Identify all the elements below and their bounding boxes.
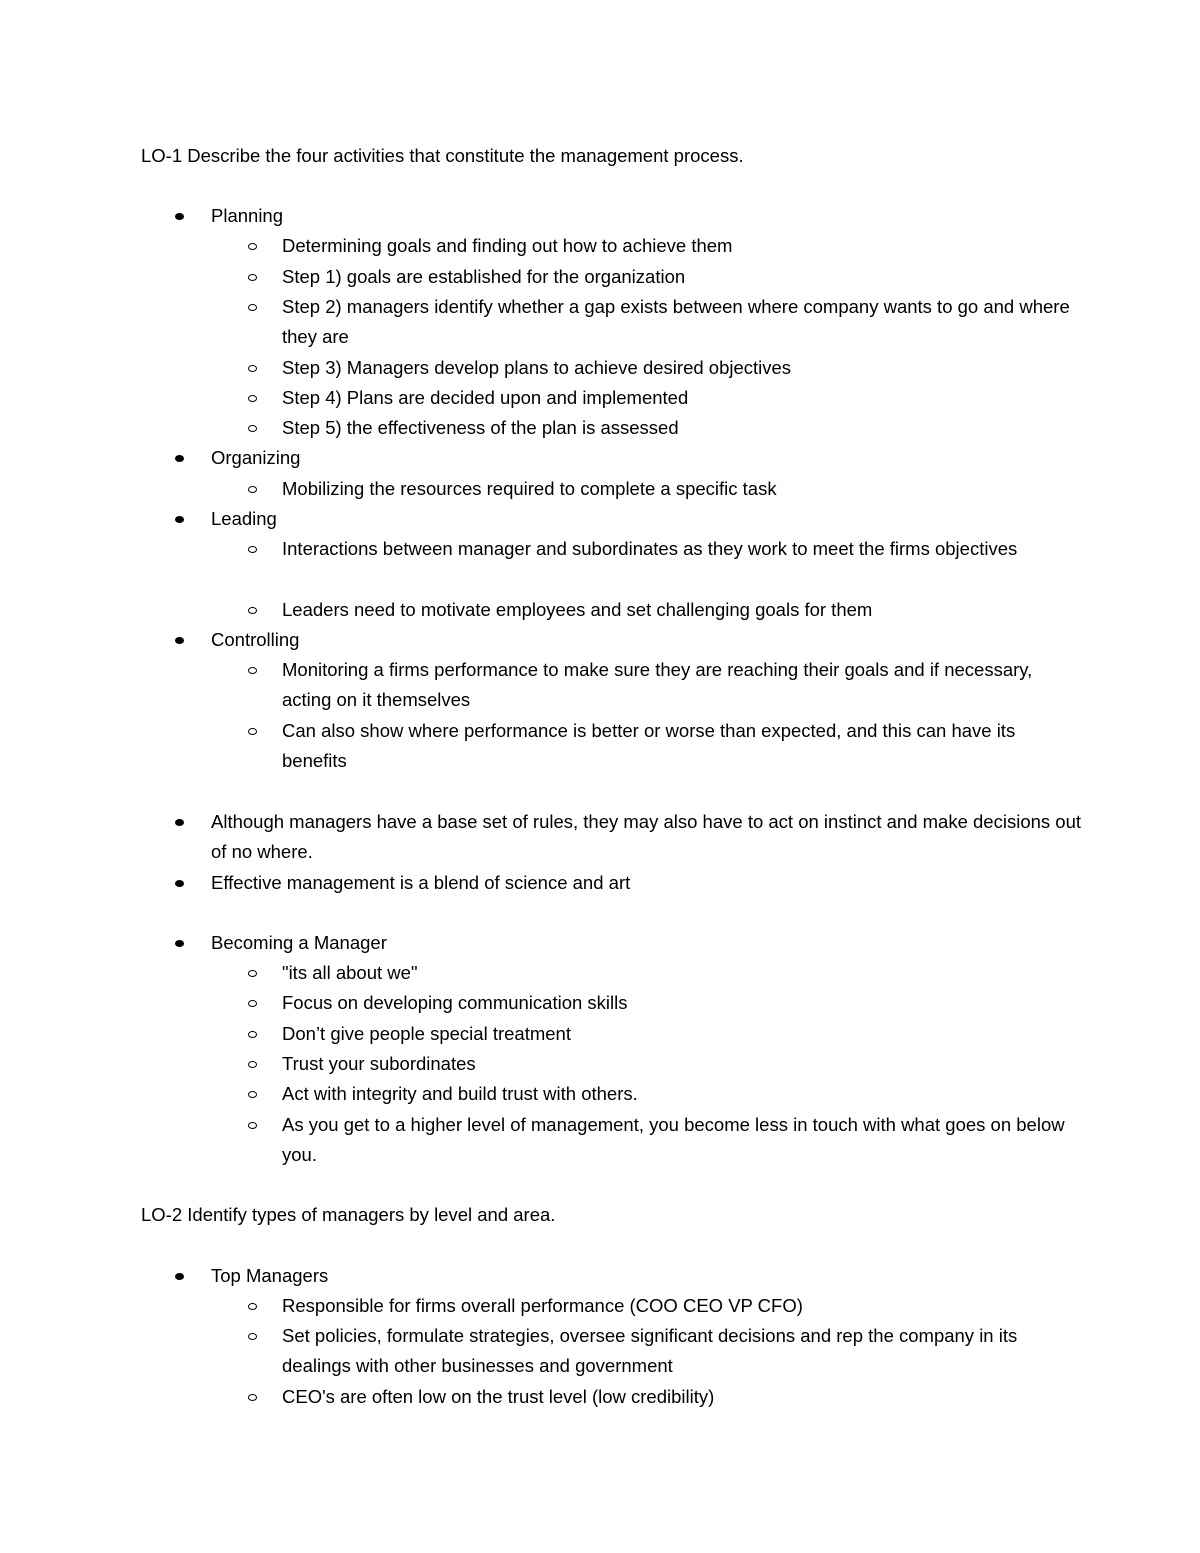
hollow-bullet-icon bbox=[248, 1091, 257, 1098]
sub-list-item-text: Leaders need to motivate employees and set challenging goals for them bbox=[282, 599, 873, 620]
hollow-bullet-icon bbox=[248, 486, 257, 493]
hollow-bullet-icon bbox=[248, 1122, 257, 1129]
hollow-bullet-icon bbox=[248, 365, 257, 372]
sub-list-item bbox=[282, 958, 1072, 988]
sub-list-item-text: "its all about we" bbox=[282, 962, 418, 983]
hollow-bullet-icon bbox=[248, 607, 257, 614]
sub-list-item-text: Step 3) Managers develop plans to achieve desired objectives bbox=[282, 357, 792, 378]
hollow-bullet-icon bbox=[248, 274, 257, 281]
list-item-label: Planning bbox=[211, 205, 284, 226]
list-item-label: Controlling bbox=[211, 629, 300, 650]
sub-list-item bbox=[282, 413, 1072, 443]
hollow-bullet-icon bbox=[248, 1031, 257, 1038]
hollow-bullet-icon bbox=[248, 1394, 257, 1401]
sub-list-item-text: Focus on developing communication skills bbox=[282, 992, 628, 1013]
sub-list-item-text: As you get to a higher level of management, you become less in touch with what goes on below you. bbox=[282, 1114, 1065, 1166]
hollow-bullet-icon bbox=[248, 425, 257, 432]
filled-bullet-icon bbox=[175, 455, 184, 462]
sub-list-item-text: CEO's are often low on the trust level (low credibility) bbox=[282, 1386, 715, 1407]
hollow-bullet-icon bbox=[248, 243, 257, 250]
sub-list-item-text: Trust your subordinates bbox=[282, 1053, 476, 1074]
sub-list-item bbox=[282, 534, 1072, 564]
sub-list-item-text: Step 5) the effectiveness of the plan is assessed bbox=[282, 417, 679, 438]
sub-list-item bbox=[282, 353, 1072, 383]
list-item-controlling bbox=[211, 625, 1081, 655]
sub-list-item-text: Monitoring a firms performance to make sure they are reaching their goals and if necessary, acting on it themselves bbox=[282, 659, 1033, 711]
sub-list-item-text: Set policies, formulate strategies, oversee significant decisions and rep the company in its dealings with other businesses and government bbox=[282, 1325, 1018, 1377]
sub-list-item-text: Mobilizing the resources required to complete a specific task bbox=[282, 478, 777, 499]
sub-list-item bbox=[282, 1291, 1072, 1321]
sub-list-item bbox=[282, 988, 1072, 1018]
filled-bullet-icon bbox=[175, 637, 184, 644]
sub-list-item bbox=[282, 595, 1072, 625]
list-item-text: Although managers have a base set of rules, they may also have to act on instinct and make decisions out of no where. bbox=[211, 811, 1082, 863]
sub-list-item bbox=[282, 292, 1072, 353]
sub-list-item bbox=[282, 1079, 1072, 1109]
sub-list-item-text: Interactions between manager and subordinates as they work to meet the firms objectives bbox=[282, 538, 1018, 559]
sub-list-item bbox=[282, 383, 1072, 413]
hollow-bullet-icon bbox=[248, 728, 257, 735]
sub-list-item bbox=[282, 474, 1072, 504]
hollow-bullet-icon bbox=[248, 1333, 257, 1340]
list-item-label: Top Managers bbox=[211, 1265, 329, 1286]
filled-bullet-icon bbox=[175, 213, 184, 220]
sub-list-item bbox=[282, 1019, 1072, 1049]
list-item-becoming-manager bbox=[211, 928, 1081, 958]
list-item-label: Becoming a Manager bbox=[211, 932, 387, 953]
sub-list-item-text: Step 2) managers identify whether a gap exists between where company wants to go and where they are bbox=[282, 296, 1070, 348]
hollow-bullet-icon bbox=[248, 1000, 257, 1007]
sub-list-item-text: Don’t give people special treatment bbox=[282, 1023, 571, 1044]
sub-list-item bbox=[282, 1110, 1072, 1171]
filled-bullet-icon bbox=[175, 516, 184, 523]
hollow-bullet-icon bbox=[248, 395, 257, 402]
lo2-heading: LO-2 Identify types of managers by level and area. bbox=[141, 1204, 556, 1225]
sub-list-item-text: Step 1) goals are established for the organization bbox=[282, 266, 686, 287]
filled-bullet-icon bbox=[175, 819, 184, 826]
hollow-bullet-icon bbox=[248, 1061, 257, 1068]
list-item-note bbox=[211, 807, 1081, 868]
filled-bullet-icon bbox=[175, 1273, 184, 1280]
list-item-planning bbox=[211, 201, 1081, 231]
hollow-bullet-icon bbox=[248, 970, 257, 977]
list-item-label: Leading bbox=[211, 508, 277, 529]
hollow-bullet-icon bbox=[248, 546, 257, 553]
sub-list-item bbox=[282, 1049, 1072, 1079]
list-item-top-managers bbox=[211, 1261, 1081, 1291]
list-item-text: Effective management is a blend of science and art bbox=[211, 872, 631, 893]
sub-list-item bbox=[282, 262, 1072, 292]
sub-list-item bbox=[282, 655, 1072, 716]
sub-list-item-text: Step 4) Plans are decided upon and implemented bbox=[282, 387, 689, 408]
sub-list-item bbox=[282, 1321, 1072, 1382]
hollow-bullet-icon bbox=[248, 304, 257, 311]
filled-bullet-icon bbox=[175, 880, 184, 887]
filled-bullet-icon bbox=[175, 940, 184, 947]
hollow-bullet-icon bbox=[248, 1303, 257, 1310]
sub-list-item bbox=[282, 1382, 1072, 1412]
sub-list-item-text: Can also show where performance is better or worse than expected, and this can have its benefits bbox=[282, 720, 1016, 772]
sub-list-item-text: Act with integrity and build trust with others. bbox=[282, 1083, 638, 1104]
sub-list-item bbox=[282, 716, 1072, 777]
lo1-heading: LO-1 Describe the four activities that constitute the management process. bbox=[141, 145, 744, 166]
sub-list-item-text: Responsible for firms overall performance (COO CEO VP CFO) bbox=[282, 1295, 803, 1316]
list-item-organizing bbox=[211, 443, 1081, 473]
sub-list-item bbox=[282, 231, 1072, 261]
list-item-label: Organizing bbox=[211, 447, 301, 468]
list-item-note bbox=[211, 868, 1081, 898]
list-item-leading bbox=[211, 504, 1081, 534]
sub-list-item-text: Determining goals and finding out how to achieve them bbox=[282, 235, 733, 256]
hollow-bullet-icon bbox=[248, 667, 257, 674]
